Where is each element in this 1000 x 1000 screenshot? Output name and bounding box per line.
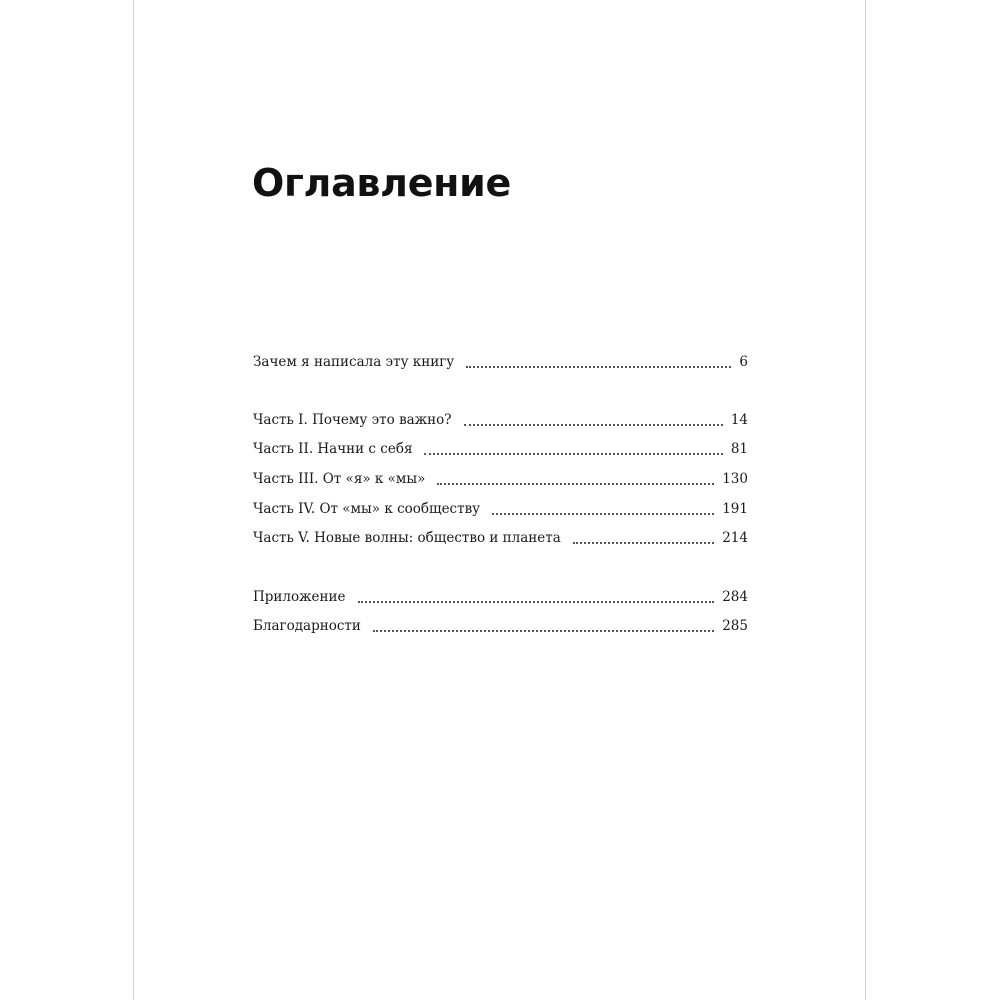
toc-entry-label: Благодарности <box>253 618 361 634</box>
toc-entry-page: 6 <box>739 354 748 370</box>
toc-entry-page: 130 <box>722 471 748 487</box>
toc-entry-acknowledgements[interactable] <box>253 616 748 636</box>
toc-entry-page: 14 <box>730 412 748 428</box>
toc-entry-page: 191 <box>722 501 748 517</box>
toc-entry-part-5[interactable] <box>253 528 748 548</box>
toc-leader-dots <box>573 542 714 544</box>
toc-entry-page: 284 <box>722 589 748 605</box>
toc-entry-label: Приложение <box>253 589 346 605</box>
toc-leader-dots <box>424 453 722 455</box>
toc-entry-label: Часть III. От «я» к «мы» <box>253 471 426 487</box>
toc-entry-part-1[interactable] <box>253 410 748 430</box>
toc-entry-intro[interactable] <box>253 352 748 372</box>
toc-leader-dots <box>437 483 714 485</box>
toc-entry-part-3[interactable] <box>253 469 748 489</box>
toc-entry-label: Часть II. Начни с себя <box>253 441 413 457</box>
toc-entry-label: Часть I. Почему это важно? <box>253 412 452 428</box>
toc-leader-dots <box>373 630 714 632</box>
toc-leader-dots <box>466 366 731 368</box>
toc-leader-dots <box>358 601 715 603</box>
page-title: Оглавление <box>252 161 511 205</box>
toc-entry-label: Зачем я написала эту книгу <box>253 354 455 370</box>
toc-entry-page: 214 <box>722 530 748 546</box>
toc-entry-page: 285 <box>722 618 748 634</box>
toc-leader-dots <box>492 513 714 515</box>
toc-entry-part-4[interactable] <box>253 499 748 519</box>
toc-entry-label: Часть V. Новые волны: общество и планета <box>253 530 561 546</box>
toc-entry-label: Часть IV. От «мы» к сообществу <box>253 501 481 517</box>
toc-entry-appendix[interactable] <box>253 587 748 607</box>
toc-entry-page: 81 <box>730 441 748 457</box>
toc-entry-part-2[interactable] <box>253 439 748 459</box>
toc-leader-dots <box>464 424 723 426</box>
